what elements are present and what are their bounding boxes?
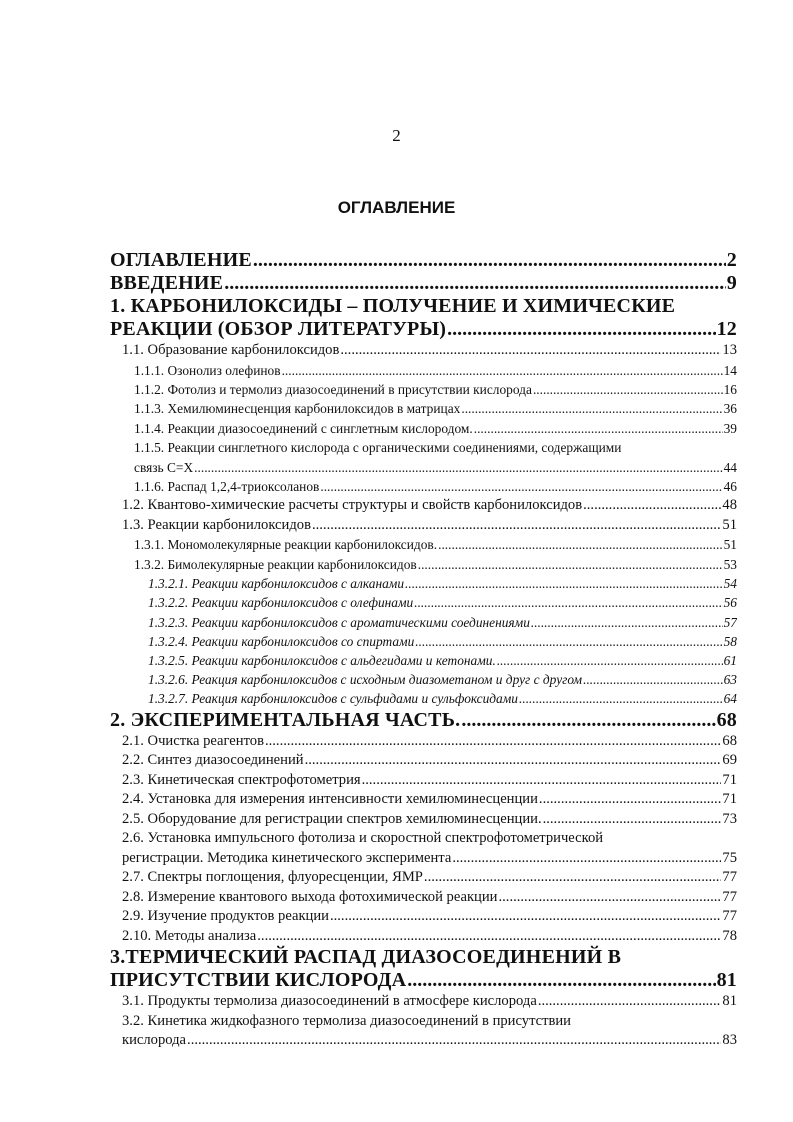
dot-leader <box>224 272 726 295</box>
dot-leader <box>362 771 722 791</box>
toc-entry[interactable] <box>110 399 737 418</box>
toc-entry[interactable] <box>110 535 737 554</box>
toc-entry-title: 1.1.1. Озонолиз олефинов <box>134 362 281 378</box>
toc-entry[interactable] <box>110 419 737 438</box>
toc-entry-title: регистрации. Методика кинетического эксперимента <box>122 849 452 866</box>
dot-leader <box>405 574 723 593</box>
toc-entry[interactable] <box>110 438 737 477</box>
dot-leader <box>257 927 721 947</box>
dot-leader <box>499 888 722 908</box>
dot-leader <box>474 419 723 438</box>
toc-entry-page: 63 <box>723 672 737 688</box>
toc-entry[interactable] <box>110 946 737 992</box>
dot-leader <box>312 516 721 536</box>
toc-entry-title: 2.10. Методы анализа <box>122 927 257 944</box>
page-number: 2 <box>392 126 401 145</box>
toc-entry-title: 2.8. Измерение квантового выхода фотохимической реакции <box>122 888 498 905</box>
toc-entry[interactable] <box>110 771 737 791</box>
dot-leader <box>407 969 715 992</box>
toc-entry-title: 1.1.4. Реакции диазосоединений с синглетным кислородом. <box>134 420 473 436</box>
toc-entry-page: 73 <box>722 810 737 827</box>
toc-entry-title: 1.3.2.3. Реакции карбонилоксидов с ароматическими соединениями <box>148 614 530 630</box>
toc-entry[interactable] <box>110 341 737 361</box>
toc-entry-page: 61 <box>723 652 737 668</box>
toc-entry-page: 77 <box>722 888 737 905</box>
dot-leader <box>253 249 726 272</box>
toc-entry[interactable] <box>110 751 737 771</box>
toc-entry-page: 68 <box>722 732 737 749</box>
toc-entry-page: 57 <box>723 614 737 630</box>
toc-entry-title: 2.5. Оборудование для регистрации спектров хемилюминесценции. <box>122 810 542 827</box>
toc-entry-title: 2.2. Синтез диазосоединений <box>122 752 304 769</box>
toc-entry[interactable] <box>110 888 737 908</box>
toc-entry-title: 1.1.2. Фотолиз и термолиз диазосоединений в присутствии кислорода <box>134 381 532 397</box>
dot-leader <box>414 593 722 612</box>
toc-entry-title-first-line: 1.1.5. Реакции синглетного кислорода с органическими соединениями, содержащими <box>134 440 622 456</box>
toc-entry-page: 2 <box>726 249 737 271</box>
dot-leader <box>415 632 722 651</box>
toc-entry[interactable] <box>110 907 737 927</box>
toc-heading: ОГЛАВЛЕНИЕ <box>337 198 456 217</box>
toc-entry-title: 3.1. Продукты термолиза диазосоединений в атмосфере кислорода <box>122 993 537 1010</box>
toc-entry[interactable] <box>110 380 737 399</box>
toc-entry[interactable] <box>110 574 737 593</box>
toc-entry-title: 2.9. Изучение продуктов реакции <box>122 908 329 925</box>
toc-entry-page: 83 <box>722 1032 737 1049</box>
toc-entry-title: 1.3.2. Бимолекулярные реакции карбонилоксидов <box>134 556 417 572</box>
toc-entry-title-first-line: 1. КАРБОНИЛОКСИДЫ – ПОЛУЧЕНИЕ И ХИМИЧЕСКИЕ <box>110 295 676 317</box>
table-of-contents <box>110 249 737 1051</box>
toc-entry[interactable] <box>110 632 737 651</box>
dot-leader <box>461 399 722 418</box>
toc-entry-title: 1.3.2.5. Реакции карбонилоксидов с альдегидами и кетонами. <box>148 652 496 668</box>
toc-entry-page: 54 <box>723 576 737 592</box>
toc-entry-page: 81 <box>722 993 737 1010</box>
toc-entry[interactable] <box>110 927 737 947</box>
dot-leader <box>543 810 722 830</box>
dot-leader <box>265 732 721 752</box>
toc-entry-title-first-line: 3.ТЕРМИЧЕСКИЙ РАСПАД ДИАЗОСОЕДИНЕНИЙ В <box>110 946 622 969</box>
toc-entry[interactable] <box>110 868 737 888</box>
toc-entry-title: ВВЕДЕНИЕ <box>110 272 224 294</box>
toc-entry-page: 58 <box>723 633 737 649</box>
toc-entry-page: 46 <box>723 478 737 494</box>
toc-entry[interactable] <box>110 555 737 574</box>
dot-leader <box>330 907 721 927</box>
toc-entry[interactable] <box>110 516 737 536</box>
toc-entry[interactable] <box>110 1012 737 1051</box>
toc-entry-page: 51 <box>722 516 737 533</box>
toc-entry[interactable] <box>110 732 737 752</box>
dot-leader <box>461 709 715 732</box>
dot-leader <box>519 689 723 708</box>
toc-entry[interactable] <box>110 651 737 670</box>
toc-entry[interactable] <box>110 790 737 810</box>
dot-leader <box>497 651 723 670</box>
dot-leader <box>533 380 723 399</box>
toc-entry[interactable] <box>110 593 737 612</box>
toc-entry-title: 1.3.1. Мономолекулярные реакции карбонилоксидов. <box>134 537 438 553</box>
toc-entry-page: 56 <box>723 595 737 611</box>
toc-entry-title: 2.7. Спектры поглощения, флуоресценции, ЯМР <box>122 869 423 886</box>
toc-entry-page: 16 <box>723 381 737 397</box>
dot-leader <box>305 751 722 771</box>
toc-entry-page: 9 <box>726 272 737 294</box>
toc-entry-title: 1.1.6. Распад 1,2,4-триоксоланов <box>134 478 320 494</box>
toc-entry-page: 68 <box>716 708 737 731</box>
toc-entry-title: 2.3. Кинетическая спектрофотометрия <box>122 771 361 788</box>
dot-leader <box>282 361 723 380</box>
toc-entry-page: 64 <box>723 691 737 707</box>
toc-entry-title-first-line: 3.2. Кинетика жидкофазного термолиза диазосоединений в присутствии <box>122 1012 571 1029</box>
toc-entry-title: 2.4. Установка для измерения интенсивности хемилюминесценции <box>122 791 538 808</box>
toc-entry[interactable] <box>110 810 737 830</box>
toc-entry-title: 1.3.2.1. Реакции карбонилоксидов с алканами <box>148 576 405 592</box>
dot-leader <box>539 790 721 810</box>
toc-entry-title: 1.3.2.2. Реакции карбонилоксидов с олефинами <box>148 595 414 611</box>
toc-entry-page: 71 <box>722 771 737 788</box>
toc-entry-page: 77 <box>722 908 737 925</box>
toc-entry-page: 44 <box>723 459 737 475</box>
dot-leader <box>583 670 723 689</box>
dot-leader <box>187 1031 721 1051</box>
toc-entry[interactable] <box>110 496 737 516</box>
toc-entry-page: 12 <box>716 318 737 340</box>
toc-entry-page: 48 <box>722 497 737 514</box>
toc-entry-title: связь С=Х <box>134 459 194 475</box>
toc-entry-title: кислорода <box>122 1032 187 1049</box>
toc-entry-page: 36 <box>723 401 737 417</box>
toc-entry-title: 2. ЭКСПЕРИМЕНТАЛЬНАЯ ЧАСТЬ. <box>110 708 461 731</box>
toc-entry[interactable] <box>110 477 737 496</box>
dot-leader <box>194 458 722 477</box>
toc-entry[interactable] <box>110 272 737 295</box>
toc-entry-page: 14 <box>723 362 737 378</box>
toc-entry-page: 13 <box>722 342 737 358</box>
toc-entry-page: 51 <box>723 537 737 553</box>
toc-entry[interactable] <box>110 249 737 272</box>
dot-leader <box>438 535 723 554</box>
dot-leader <box>583 496 721 516</box>
dot-leader <box>340 341 721 361</box>
toc-entry-page: 53 <box>723 556 737 572</box>
toc-entry-page: 81 <box>716 969 737 992</box>
toc-entry[interactable] <box>110 829 737 868</box>
toc-entry-title: 1.3.2.7. Реакция карбонилоксидов с сульфидами и сульфоксидами <box>148 691 518 707</box>
toc-entry[interactable] <box>110 295 737 341</box>
toc-entry-page: 77 <box>722 869 737 886</box>
dot-leader <box>538 992 722 1012</box>
dot-leader <box>424 868 721 888</box>
toc-entry-title-first-line: 2.6. Установка импульсного фотолиза и скоростной спектрофотометрической <box>122 830 604 847</box>
toc-entry-page: 71 <box>722 791 737 808</box>
toc-entry[interactable] <box>110 613 737 632</box>
toc-entry[interactable] <box>110 689 737 708</box>
toc-entry-title: 1.3.2.4. Реакции карбонилоксидов со спиртами <box>148 633 415 649</box>
toc-entry-page: 69 <box>722 752 737 769</box>
toc-entry[interactable] <box>110 992 737 1012</box>
toc-entry-title: 1.1.3. Хемилюминесценция карбонилоксидов в матрицах <box>134 401 461 417</box>
toc-entry[interactable] <box>110 709 737 732</box>
toc-entry[interactable] <box>110 361 737 380</box>
toc-entry[interactable] <box>110 670 737 689</box>
dot-leader <box>452 849 721 869</box>
dot-leader <box>320 477 722 496</box>
toc-entry-title: 1.1. Образование карбонилоксидов <box>122 342 340 358</box>
dot-leader <box>418 555 723 574</box>
toc-entry-title: ПРИСУТСТВИИ КИСЛОРОДА <box>110 969 407 992</box>
toc-entry-page: 39 <box>723 420 737 436</box>
dot-leader <box>531 613 723 632</box>
toc-entry-page: 78 <box>722 927 737 944</box>
toc-entry-page: 75 <box>722 849 737 866</box>
toc-entry-title: 2.1. Очистка реагентов <box>122 732 264 749</box>
toc-entry-title: 1.3. Реакции карбонилоксидов <box>122 516 311 533</box>
toc-entry-title: 1.3.2.6. Реакция карбонилоксидов с исходным диазометаном и друг с другом <box>148 672 583 688</box>
dot-leader <box>447 318 715 341</box>
toc-entry-title: 1.2. Квантово-химические расчеты структуры и свойств карбонилоксидов <box>122 497 583 514</box>
toc-entry-title: ОГЛАВЛЕНИЕ <box>110 249 252 271</box>
toc-entry-title: РЕАКЦИИ (ОБЗОР ЛИТЕРАТУРЫ) <box>110 318 447 340</box>
